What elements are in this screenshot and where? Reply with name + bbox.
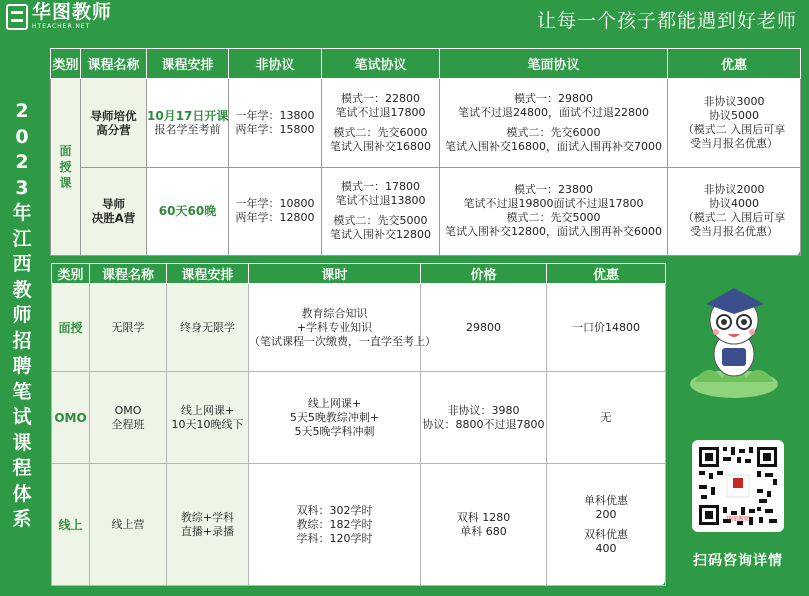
title-char: 0	[15, 125, 29, 148]
course-name-line: OMO	[114, 403, 142, 417]
course-name-cell	[90, 464, 167, 586]
course-name-line: 无限学	[111, 320, 145, 334]
header-written-interview-protocol: 笔面协议	[440, 49, 668, 79]
category-cell: OMO	[52, 372, 90, 464]
price-line: 一年学：10800	[235, 197, 315, 211]
logo-mark-icon	[6, 4, 28, 30]
discount-line: 无	[600, 410, 612, 424]
discount-line: 400	[595, 541, 617, 555]
discount-line: 非协议2000	[703, 183, 765, 197]
discount-line: 双科优惠	[584, 527, 628, 541]
hours-line: 5天5晚学科冲刺	[294, 424, 375, 438]
price-line: 一年学：13800	[235, 108, 315, 122]
title-char: 招	[12, 329, 32, 352]
title-char: 试	[12, 406, 32, 429]
hours-line: 教育综合知识	[301, 306, 368, 320]
course-name-line: 线上营	[111, 517, 145, 531]
course-name-cell	[81, 79, 147, 168]
title-char: 3	[15, 176, 29, 199]
qr-card	[678, 434, 798, 584]
top-bar	[0, 0, 809, 36]
logo-name: 华图教师	[32, 1, 113, 23]
category-label: 面授课	[59, 144, 72, 190]
discount-cell	[668, 167, 801, 256]
title-char: 江	[12, 227, 32, 250]
written-protocol-cell	[322, 167, 440, 256]
title-char: 笔	[12, 380, 32, 403]
price-cell	[421, 372, 547, 464]
hours-line: 教综：182学时	[296, 517, 373, 531]
schedule-cell	[147, 79, 229, 168]
course-name-line: 决胜A营	[91, 211, 136, 226]
title-char: 程	[12, 457, 32, 480]
title-char: 师	[12, 304, 32, 327]
price-line: 笔试不过退24800，面试不过退22800	[458, 105, 649, 119]
mascot-illustration	[688, 282, 780, 400]
schedule-cell	[167, 464, 249, 586]
discount-line: 单科优惠	[584, 493, 628, 507]
hours-line: +学科专业知识	[296, 320, 373, 334]
header-course-name: 课程名称	[81, 49, 147, 79]
header-course-name: 课程名称	[90, 264, 167, 284]
course-table-omo-online	[51, 263, 665, 586]
hours-cell	[249, 284, 436, 372]
table-row	[51, 167, 801, 256]
price-line: 模式二：先交6000	[506, 125, 601, 139]
category-cell	[51, 79, 81, 256]
non-protocol-cell	[229, 167, 322, 256]
schedule-cell	[167, 284, 249, 372]
schedule-subtext: 报名学至考前	[154, 122, 221, 136]
discount-line: 协议5000	[709, 108, 759, 122]
title-char: 西	[12, 253, 32, 276]
discount-cell	[547, 464, 666, 586]
price-line: 模式二：先交6000	[333, 125, 428, 139]
course-name-line: 全程班	[111, 417, 145, 431]
written-protocol-cell	[322, 79, 440, 168]
schedule-cell	[167, 372, 249, 464]
price-line: 笔试不过退13800	[335, 194, 426, 208]
hours-line: 双科：302学时	[296, 503, 373, 517]
title-char: 年	[12, 202, 32, 225]
discount-line: 受当月报名优惠）	[690, 225, 778, 239]
price-line: 笔试入围补交16800	[330, 139, 431, 153]
table-row	[51, 79, 801, 168]
schedule-line: 终身无限学	[180, 320, 235, 334]
price-cell	[421, 284, 547, 372]
vertical-page-title	[0, 36, 44, 596]
title-char: 体	[12, 482, 32, 505]
schedule-cell: 60天60晚	[147, 167, 229, 256]
discount-cell	[668, 79, 801, 168]
title-char: 2	[15, 100, 29, 123]
logo[interactable]	[6, 3, 112, 30]
course-name-cell	[90, 284, 167, 372]
written-interview-cell	[440, 167, 668, 256]
table-row	[52, 464, 666, 586]
schedule-line: 10天10晚线下	[171, 417, 244, 431]
slogan: 让每一个孩子都能遇到好老师	[536, 10, 797, 32]
qr-caption: 扫码咨询详情	[693, 553, 783, 569]
header-hours: 课时	[249, 264, 421, 284]
title-char: 课	[12, 431, 32, 454]
discount-cell	[547, 284, 666, 372]
price-line: 笔试入围补交12800，面试入围再补交6000	[445, 225, 662, 239]
price-line: 模式一：23800	[514, 183, 593, 197]
header-price: 价格	[421, 264, 547, 284]
header-discount: 优惠	[547, 264, 666, 284]
price-line: 笔试入围补交12800	[330, 228, 431, 242]
price-line: 协议：8800不过退7800	[422, 417, 545, 431]
schedule-line: 教综+学科	[180, 510, 235, 524]
price-line: 笔试不过退17800	[335, 105, 426, 119]
price-line: 笔试不过退19800面试不过退17800	[463, 197, 644, 211]
table2-header-row	[52, 264, 666, 284]
logo-domain: HTEACHER.NET	[32, 23, 91, 30]
table-row	[52, 284, 666, 372]
price-line: 29800	[466, 320, 501, 334]
schedule-line: 线上网课+	[180, 403, 235, 417]
price-line: 模式一：22800	[341, 91, 420, 105]
title-char: 2	[15, 151, 29, 174]
header-schedule: 课程安排	[147, 49, 229, 79]
course-name-line: 高分营	[96, 122, 131, 137]
title-char: 教	[12, 278, 32, 301]
header-non-protocol: 非协议	[229, 49, 322, 79]
price-line: 单科 680	[460, 524, 507, 538]
discount-line: （模式二 入围后可享	[682, 211, 786, 225]
title-char: 聘	[12, 355, 32, 378]
discount-line: 一口价14800	[572, 320, 640, 334]
course-name-cell	[81, 167, 147, 256]
non-protocol-cell	[229, 79, 322, 168]
header-category: 类别	[51, 49, 81, 79]
schedule-line: 直播+录播	[180, 524, 235, 538]
hours-cell	[249, 372, 421, 464]
header-written-protocol: 笔试协议	[322, 49, 440, 79]
category-cell: 线上	[52, 464, 90, 586]
schedule-highlight: 10月17日开课	[147, 108, 229, 123]
price-cell	[421, 464, 547, 586]
course-name-line: 导师	[102, 197, 125, 212]
price-line: 两年学：15800	[235, 122, 315, 136]
price-line: 模式一：29800	[514, 91, 593, 105]
price-line: 模式一：17800	[341, 180, 420, 194]
price-line: 双科 1280	[456, 510, 511, 524]
hours-line: （笔试课程一次缴费，一直学至考上）	[249, 334, 436, 348]
written-interview-cell	[440, 79, 668, 168]
course-table-face-to-face	[50, 48, 800, 256]
table-row	[52, 372, 666, 464]
course-name-cell	[90, 372, 167, 464]
title-char: 系	[12, 508, 32, 531]
discount-line: 200	[595, 507, 617, 521]
qr-center-label: 华图教师	[725, 516, 750, 523]
hours-cell	[249, 464, 421, 586]
header-category: 类别	[52, 264, 90, 284]
course-name-line: 导师培优	[90, 108, 137, 123]
price-line: 模式二：先交5000	[506, 211, 601, 225]
price-line: 笔试入围补交16800，面试入围再补交7000	[445, 139, 662, 153]
price-line: 两年学：12800	[235, 211, 315, 225]
discount-line: 受当月报名优惠）	[690, 136, 778, 150]
discount-line: 非协议3000	[703, 94, 765, 108]
category-cell: 面授	[52, 284, 90, 372]
table1-header-row	[51, 49, 801, 79]
discount-line: （模式二 入围后可享	[682, 122, 786, 136]
hours-line: 5天5晚教综冲刺+	[289, 410, 380, 424]
hours-line: 学科：120学时	[296, 531, 373, 545]
discount-cell	[547, 372, 666, 464]
price-line: 模式二：先交5000	[333, 214, 428, 228]
discount-line: 协议4000	[709, 197, 759, 211]
header-schedule: 课程安排	[167, 264, 249, 284]
price-line: 非协议：3980	[447, 403, 520, 417]
hours-line: 线上网课+	[307, 396, 362, 410]
header-discount: 优惠	[668, 49, 801, 79]
